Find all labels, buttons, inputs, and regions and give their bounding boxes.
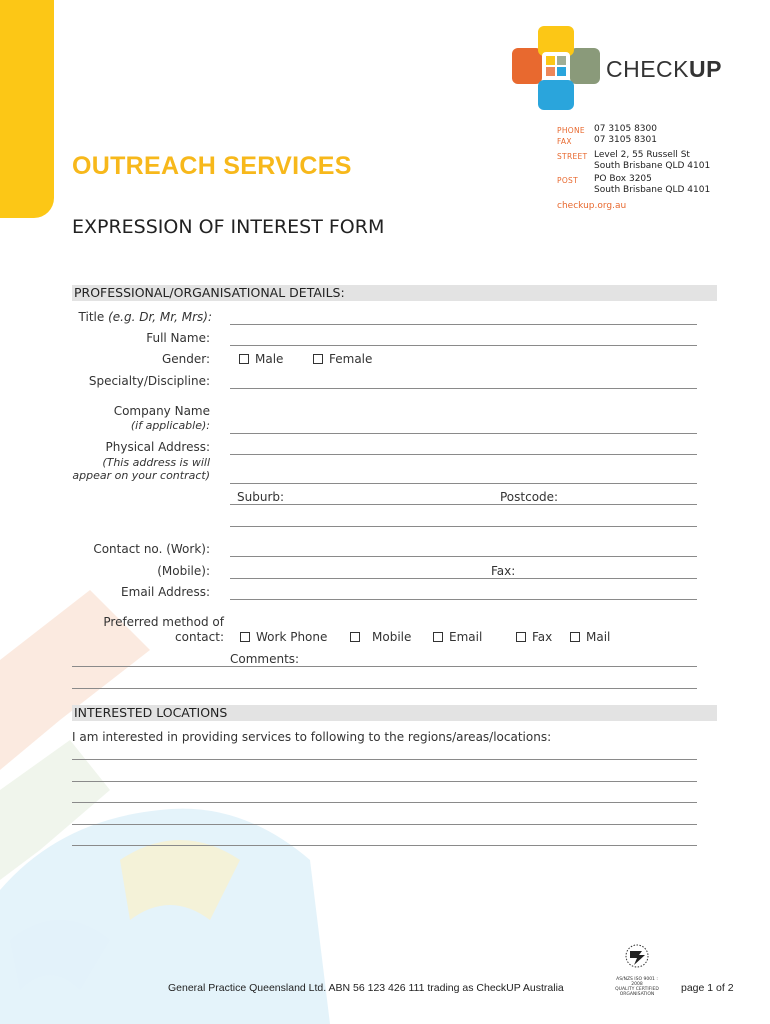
full-name-field[interactable] bbox=[230, 345, 697, 346]
locations-line[interactable] bbox=[72, 845, 697, 846]
title-label: Title (e.g. Dr, Mr, Mrs): bbox=[78, 310, 212, 324]
contact-work-label: Contact no. (Work): bbox=[93, 542, 210, 556]
locations-line[interactable] bbox=[72, 824, 697, 825]
checkbox-icon bbox=[313, 354, 323, 364]
suburb-field[interactable] bbox=[230, 504, 697, 505]
quality-seal-icon bbox=[612, 943, 662, 973]
contact-mobile-field[interactable] bbox=[230, 578, 697, 579]
section-title: PROFESSIONAL/ORGANISATIONAL DETAILS: bbox=[74, 285, 345, 300]
comments-label: Comments: bbox=[230, 652, 300, 666]
contact-fax-checkbox[interactable]: Fax bbox=[516, 630, 552, 644]
checkup-logo-icon bbox=[508, 24, 604, 112]
contact-mail-checkbox[interactable]: Mail bbox=[570, 630, 610, 644]
title-field[interactable] bbox=[230, 324, 697, 325]
fax-label: Fax: bbox=[491, 564, 516, 578]
checkbox-icon bbox=[239, 354, 249, 364]
gender-female-checkbox[interactable]: Female bbox=[313, 352, 372, 366]
contact-value: South Brisbane QLD 4101 bbox=[594, 161, 711, 171]
locations-line[interactable] bbox=[72, 759, 697, 760]
address-hint: (This address is will bbox=[102, 456, 210, 469]
full-name-label: Full Name: bbox=[146, 331, 210, 345]
contact-value: South Brisbane QLD 4101 bbox=[594, 185, 711, 195]
cert-text: AS/NZS ISO 9001 : 2008 bbox=[616, 977, 658, 987]
contact-work-field[interactable] bbox=[230, 556, 697, 557]
checkbox-icon bbox=[240, 632, 250, 642]
quality-certified-badge bbox=[612, 943, 662, 997]
company-field[interactable] bbox=[230, 433, 697, 434]
page-number: page 1 of 2 bbox=[681, 982, 734, 994]
address-hint: appear on your contract) bbox=[72, 469, 210, 482]
contact-label: FAX bbox=[557, 137, 572, 146]
specialty-label: Specialty/Discipline: bbox=[88, 374, 210, 388]
suburb-label: Suburb: bbox=[237, 490, 285, 504]
contact-value: PO Box 3205 bbox=[594, 174, 652, 184]
contact-value: 07 3105 8300 bbox=[594, 124, 657, 134]
cert-text: ORGANISATION bbox=[619, 992, 655, 997]
checkbox-icon bbox=[516, 632, 526, 642]
gender-male-checkbox[interactable]: Male bbox=[239, 352, 283, 366]
contact-email-checkbox[interactable]: Email bbox=[433, 630, 482, 644]
address-field[interactable] bbox=[230, 483, 697, 484]
locations-line[interactable] bbox=[72, 781, 697, 782]
company-hint: (if applicable): bbox=[130, 419, 210, 432]
comments-line[interactable] bbox=[72, 666, 697, 667]
email-label: Email Address: bbox=[121, 585, 210, 599]
preferred-contact-label: Preferred method of bbox=[103, 615, 224, 629]
website-link[interactable]: checkup.org.au bbox=[557, 201, 627, 211]
cert-text: QUALITY CERTIFIED bbox=[615, 987, 659, 992]
checkbox-icon bbox=[350, 632, 360, 642]
contact-work-phone-checkbox[interactable]: Work Phone bbox=[240, 630, 327, 644]
contact-label: POST bbox=[557, 176, 578, 185]
address-extra-field[interactable] bbox=[230, 526, 697, 527]
section-title: INTERESTED LOCATIONS bbox=[74, 705, 228, 720]
contact-value: Level 2, 55 Russell St bbox=[594, 150, 690, 160]
specialty-field[interactable] bbox=[230, 388, 697, 389]
postcode-label: Postcode: bbox=[500, 490, 559, 504]
comments-line[interactable] bbox=[72, 688, 697, 689]
yellow-tab bbox=[0, 0, 54, 218]
page-title: OUTREACH SERVICES bbox=[72, 152, 352, 180]
gender-label: Gender: bbox=[161, 352, 210, 366]
contact-value: 07 3105 8301 bbox=[594, 135, 657, 145]
contact-label: PHONE bbox=[557, 126, 585, 135]
brand-name: CHECKUP bbox=[606, 56, 722, 82]
contact-mobile-checkbox[interactable]: Mobile bbox=[350, 630, 411, 644]
locations-prompt: I am interested in providing services to following to the regions/areas/locations: bbox=[72, 730, 552, 744]
contact-label: STREET bbox=[557, 152, 588, 161]
form-subtitle: EXPRESSION OF INTEREST FORM bbox=[72, 216, 385, 238]
locations-line[interactable] bbox=[72, 802, 697, 803]
physical-address-label: Physical Address: bbox=[105, 440, 210, 454]
company-label: Company Name bbox=[113, 404, 210, 418]
checkbox-icon bbox=[570, 632, 580, 642]
address-field[interactable] bbox=[230, 454, 697, 455]
preferred-contact-label: contact: bbox=[175, 630, 224, 644]
email-field[interactable] bbox=[230, 599, 697, 600]
checkbox-icon bbox=[433, 632, 443, 642]
contact-mobile-label: (Mobile): bbox=[157, 564, 210, 578]
footer-company: General Practice Queensland Ltd. ABN 56 123 426 111 trading as CheckUP Australia bbox=[168, 982, 564, 994]
